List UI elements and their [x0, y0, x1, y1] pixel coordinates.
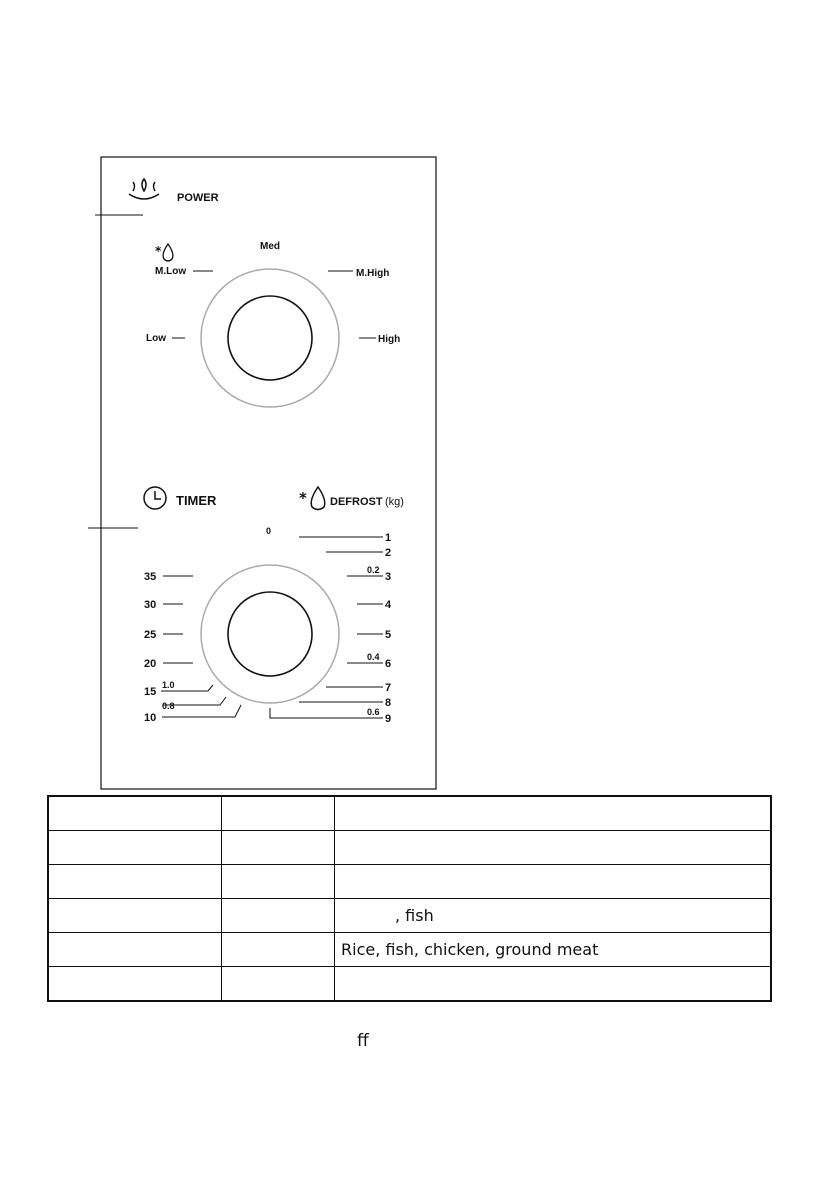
table-cell: Rice, fish, chicken, ground meat — [335, 933, 772, 967]
table-cell — [335, 796, 772, 831]
timer-label-15: 15 — [144, 686, 157, 698]
table-row — [48, 865, 771, 899]
svg-text:*: * — [299, 489, 307, 507]
table-cell — [222, 899, 335, 933]
table-cell: , fish — [335, 899, 772, 933]
timer-title: TIMER — [176, 493, 217, 508]
defrost-weight-0-4: 0.4 — [367, 652, 380, 662]
table-cell — [48, 967, 222, 1002]
table-cell — [335, 967, 772, 1002]
defrost-unit: (kg) — [385, 496, 404, 508]
power-steam-icon — [129, 179, 159, 199]
power-level-m-high: M.High — [356, 268, 390, 279]
table-cell — [335, 865, 772, 899]
power-level-m-low: M.Low — [155, 266, 187, 277]
defrost-mark-5: 5 — [385, 629, 392, 641]
defrost-weight-1-0: 1.0 — [162, 680, 175, 690]
clock-icon — [144, 487, 166, 509]
table-cell — [335, 831, 772, 865]
table-cell — [222, 865, 335, 899]
table-cell — [222, 831, 335, 865]
timer-label-10: 10 — [144, 712, 157, 724]
table-cell — [48, 899, 222, 933]
timer-label-25: 25 — [144, 629, 157, 641]
defrost-mark-7: 7 — [385, 682, 392, 694]
footnote-text: ff — [357, 1031, 369, 1051]
defrost-mark-2: 2 — [385, 547, 392, 559]
power-level-table — [47, 795, 772, 1002]
table-row — [48, 967, 771, 1002]
timer-label-35: 35 — [144, 571, 157, 583]
timer-label-20: 20 — [144, 658, 157, 670]
table-row — [48, 796, 771, 831]
defrost-snowflake-drop-icon — [155, 244, 173, 261]
defrost-title: DEFROST — [330, 496, 383, 508]
power-level-high: High — [378, 334, 401, 345]
table-cell — [222, 796, 335, 831]
timer-label-0: 0 — [266, 526, 272, 536]
table-cell — [48, 933, 222, 967]
defrost-snowflake-drop-icon — [299, 487, 325, 510]
power-level-low: Low — [146, 333, 166, 344]
defrost-mark-1: 1 — [385, 532, 392, 544]
table-row — [48, 933, 771, 967]
table-cell — [222, 967, 335, 1002]
defrost-weight-0-6: 0.6 — [367, 707, 380, 717]
power-title: POWER — [177, 192, 219, 204]
defrost-mark-4: 4 — [385, 599, 392, 611]
table-cell — [48, 831, 222, 865]
defrost-weight-0-2: 0.2 — [367, 565, 380, 575]
table-cell — [48, 796, 222, 831]
defrost-mark-9: 9 — [385, 713, 392, 725]
table-cell — [48, 865, 222, 899]
timer-label-30: 30 — [144, 599, 157, 611]
defrost-weight-0-8: 0.8 — [162, 701, 175, 711]
svg-text:*: * — [155, 244, 162, 258]
table-cell — [222, 933, 335, 967]
power-level-med: Med — [260, 241, 280, 252]
defrost-mark-6: 6 — [385, 658, 392, 670]
power-knob[interactable] — [228, 296, 312, 380]
table-row — [48, 831, 771, 865]
timer-knob[interactable] — [228, 592, 312, 676]
table-row — [48, 899, 771, 933]
defrost-mark-8: 8 — [385, 697, 392, 709]
defrost-mark-3: 3 — [385, 571, 392, 583]
